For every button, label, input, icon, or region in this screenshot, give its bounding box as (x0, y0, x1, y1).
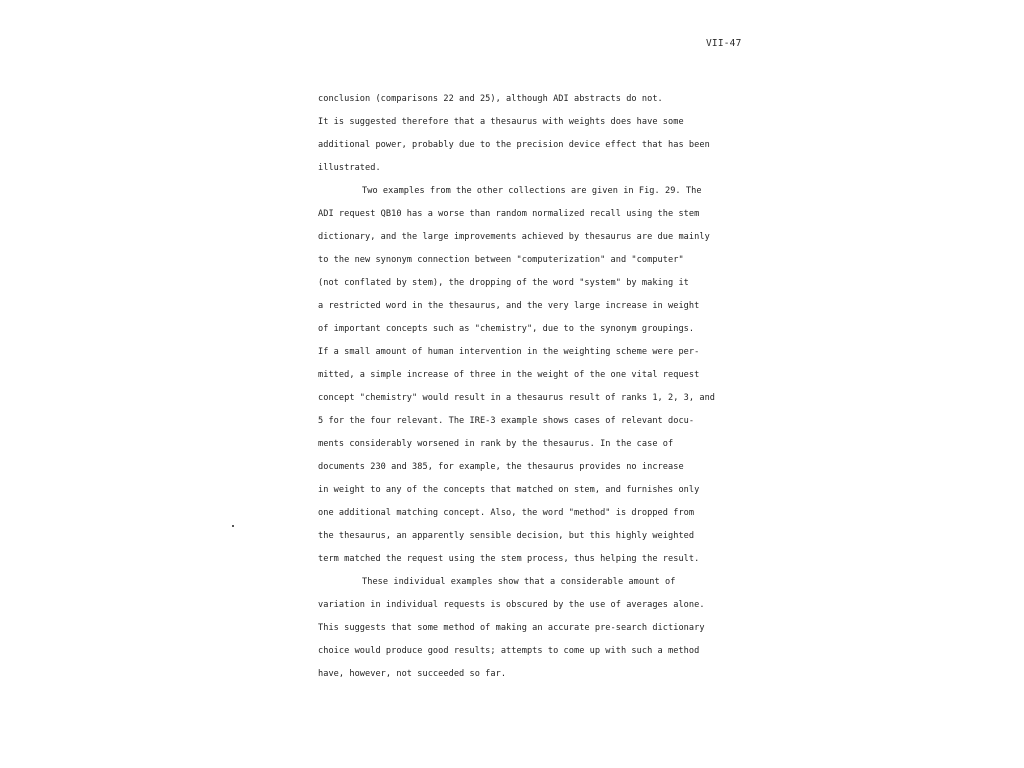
text-line: (not conflated by stem), the dropping of the word "system" by making it (318, 278, 689, 288)
text-line: 5 for the four relevant. The IRE-3 example shows cases of relevant docu- (318, 416, 695, 426)
text-line: dictionary, and the large improvements achieved by thesaurus are due mainly (318, 232, 710, 242)
text-line: illustrated. (318, 163, 381, 173)
text-line: to the new synonym connection between "computerization" and "computer" (318, 255, 684, 265)
text-line: documents 230 and 385, for example, the thesaurus provides no increase (318, 462, 684, 472)
text-line: the thesaurus, an apparently sensible decision, but this highly weighted (318, 531, 695, 541)
text-line: conclusion (comparisons 22 and 25), although ADI abstracts do not. (318, 94, 663, 104)
text-line: choice would produce good results; attempts to come up with such a method (318, 646, 700, 656)
text-line: mitted, a simple increase of three in the weight of the one vital request (318, 370, 700, 380)
text-line: This suggests that some method of making an accurate pre-search dictionary (318, 623, 705, 633)
text-line: variation in individual requests is obscured by the use of averages alone. (318, 600, 705, 610)
text-line: concept "chemistry" would result in a thesaurus result of ranks 1, 2, 3, and (318, 393, 716, 403)
text-line: If a small amount of human intervention in the weighting scheme were per- (318, 347, 700, 357)
paragraph-start-line: Two examples from the other collections are given in Fig. 29. The (362, 186, 702, 196)
text-line: a restricted word in the thesaurus, and the very large increase in weight (318, 301, 700, 311)
text-line: term matched the request using the stem process, thus helping the result. (318, 554, 700, 564)
page-number: VII-47 (706, 38, 742, 49)
text-line: additional power, probably due to the precision device effect that has been (318, 140, 710, 150)
text-line: ADI request QB10 has a worse than random normalized recall using the stem (318, 209, 700, 219)
text-line: have, however, not succeeded so far. (318, 669, 507, 679)
text-line: ments considerably worsened in rank by the thesaurus. In the case of (318, 439, 674, 449)
body-text (318, 88, 748, 686)
text-line: one additional matching concept. Also, the word "method" is dropped from (318, 508, 695, 518)
text-line: in weight to any of the concepts that matched on stem, and furnishes only (318, 485, 700, 495)
scan-speck (232, 525, 234, 527)
paragraph-start-line: These individual examples show that a considerable amount of (362, 577, 676, 587)
text-line: It is suggested therefore that a thesaurus with weights does have some (318, 117, 684, 127)
text-line: of important concepts such as "chemistry", due to the synonym groupings. (318, 324, 695, 334)
